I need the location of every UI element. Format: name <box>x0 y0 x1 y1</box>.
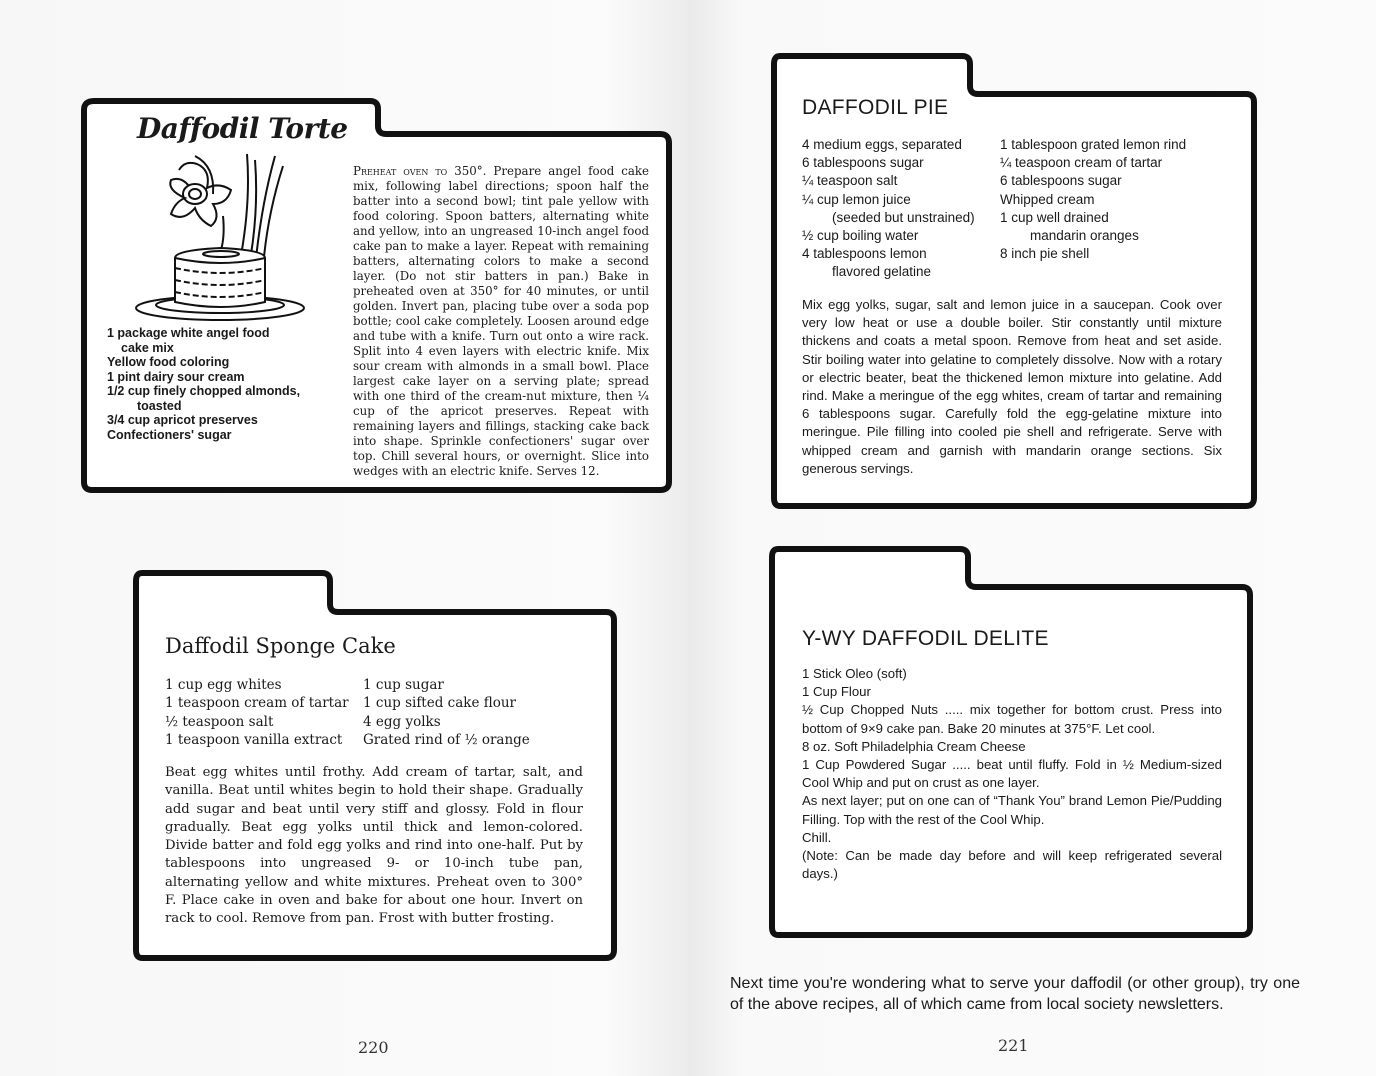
ingredient: 4 egg yolks <box>363 713 441 730</box>
torte-directions <box>353 164 649 479</box>
ingredient: 1 tablespoon grated lemon rind <box>1000 137 1187 152</box>
torte-directions-lead: Preheat oven to 350°. <box>353 164 487 178</box>
ingredient: mandarin oranges <box>1030 228 1139 244</box>
sponge-ingredients-col1 <box>165 676 349 749</box>
ingredient: 4 tablespoons lemon <box>802 246 927 262</box>
pie-ingredients-col1 <box>802 136 975 282</box>
delite-line: 1 Stick Oleo (soft) <box>802 666 907 681</box>
ingredient: 1 teaspoon cream of tartar <box>165 695 349 712</box>
ingredient: 1 pint dairy sour cream <box>107 369 245 384</box>
delite-line: As next layer; put on one can of “Thank You” brand Lemon Pie/Pudding Filling. Top with the rest of the Cool Whip. <box>802 793 1222 827</box>
sponge-ingredients-col2 <box>363 676 530 749</box>
ingredient: cake mix <box>121 340 174 355</box>
ingredient: Grated rind of ½ orange <box>363 731 530 748</box>
page-number-left: 220 <box>358 1038 389 1057</box>
sponge-card <box>145 630 605 950</box>
delite-line: 8 oz. Soft Philadelphia Cream Cheese <box>802 738 1026 754</box>
ingredient: 4 medium eggs, separated <box>802 137 962 152</box>
pie-card <box>788 92 1243 492</box>
ingredient: 6 tablespoons sugar <box>1000 173 1122 189</box>
ingredient: 1 teaspoon vanilla extract <box>165 731 343 748</box>
ingredient: Confectioners' sugar <box>107 427 232 442</box>
pie-ingredients-col2 <box>1000 136 1186 263</box>
pie-directions: Mix egg yolks, sugar, salt and lemon juice in a saucepan. Cook over very low heat or use a double boiler. Stir constantly until mixture thickens and coats a metal spoon. Remove from heat and set aside. Stir boiling water into gelatine to completely dissolve. Now with a rotary or electric beater, beat the thickened lemon mixture into gelatine. Add rind. Make a meringue of the egg whites, cream of tartar and remaining 6 tablespoons sugar. Carefully fold the egg-gelatine mixture into meringue. Pile filling into cooled pie shell and refrigerate. Serve with whipped cream and garnish with mandarin orange sections. Six generous servings. <box>802 297 1222 476</box>
ingredient: 1/2 cup finely chopped almonds, <box>107 384 301 398</box>
ingredient: ¼ teaspoon cream of tartar <box>1000 155 1163 171</box>
ingredient: ½ teaspoon salt <box>165 713 274 730</box>
ingredient: 3/4 cup apricot preserves <box>107 413 258 427</box>
delite-line: ½ Cup Chopped Nuts ..... mix together for bottom crust. Press into bottom of 9×9 cake pan. Bake 20 minutes at 375°F. Let cool. <box>802 702 1222 736</box>
ingredient: flavored gelatine <box>832 264 932 280</box>
daffodil-cake-illustration <box>135 146 315 326</box>
page-number-right: 221 <box>998 1036 1029 1055</box>
ingredient: 1 cup well drained <box>1000 209 1109 225</box>
ingredient: 1 package white angel food <box>107 326 270 340</box>
sponge-directions: Beat egg whites until frothy. Add cream of tartar, salt, and vanilla. Beat until whites begin to hold their shape. Gradually add sugar and beat until very stiff and glossy. Fold in flour gradually. Beat egg yolks until thick and lemon-colored. Divide batter and fold egg yolks and rind into one-half. Put by tablespoons into ungreased 9- or 10-inch tube pan, alternating yellow and white mixtures. Preheat oven to 300° F. Place cake in oven and bake for about one hour. Invert on rack to cool. Remove from pan. Frost with butter frosting. <box>165 765 583 927</box>
torte-title: Daffodil Torte <box>137 112 348 145</box>
delite-body <box>802 665 1222 883</box>
ingredient: 1 cup egg whites <box>165 677 282 693</box>
footer-note: Next time you're wondering what to serve your daffodil (or other group), try one of the above recipes, all of which came from local society newsletters. <box>730 975 1300 1013</box>
sponge-title: Daffodil Sponge Cake <box>165 634 396 658</box>
pie-title: DAFFODIL PIE <box>802 96 949 119</box>
ingredient: Yellow food coloring <box>107 355 230 369</box>
delite-line: (Note: Can be made day before and will keep refrigerated several days.) <box>802 848 1222 882</box>
ingredient: ¼ teaspoon salt <box>802 173 898 189</box>
torte-card <box>95 108 660 488</box>
torte-directions-text: Prepare angel food cake mix, following label directions; spoon half the batter into a second bowl; tint pale yellow with food coloring. Spoon batters, alternating white and yellow, into an ungreased 10-inch angel food cake pan to make a layer. Repeat with remaining batters, alternating colors to make a second layer. (Do not stir batters in pan.) Bake in preheated oven at 350° for 40 minutes, or until golden. Invert pan, placing tube over a soda pop bottle; cool cake completely. Loosen around edge and tube with a knife. Turn out onto a wire rack. Split into 4 even layers with electric knife. Mix sour cream with almonds in a small bowl. Place largest cake layer on a serving plate; spread with one third of the cream-nut mixture, then ¼ cup of the apricot preserves. Repeat with remaining layers and fillings, stacking cake back into shape. Sprinkle confectioners' sugar over top. Chill several hours, or overnight. Slice into wedges with an electric knife. Serves 12. <box>353 164 650 478</box>
ingredient: Whipped cream <box>1000 191 1095 207</box>
delite-line: 1 Cup Flour <box>802 684 871 700</box>
right-page <box>688 0 1376 1076</box>
ingredient: toasted <box>137 398 182 413</box>
ingredient: ½ cup boiling water <box>802 228 919 244</box>
ingredient: 1 cup sugar <box>363 677 444 693</box>
delite-line: Chill. <box>802 829 832 845</box>
torte-ingredients <box>107 326 300 442</box>
delite-line: 1 Cup Powdered Sugar ..... beat until fluffy. Fold in ½ Medium-sized Cool Whip and put on crust as one layer. <box>802 757 1222 791</box>
ingredient: 1 cup sifted cake flour <box>363 695 517 712</box>
delite-card <box>788 625 1238 915</box>
ingredient: 8 inch pie shell <box>1000 246 1090 262</box>
ingredient: 6 tablespoons sugar <box>802 155 924 171</box>
ingredient: ¼ cup lemon juice <box>802 191 911 207</box>
ingredient: (seeded but unstrained) <box>832 209 975 225</box>
delite-title: Y-WY DAFFODIL DELITE <box>802 627 1049 650</box>
